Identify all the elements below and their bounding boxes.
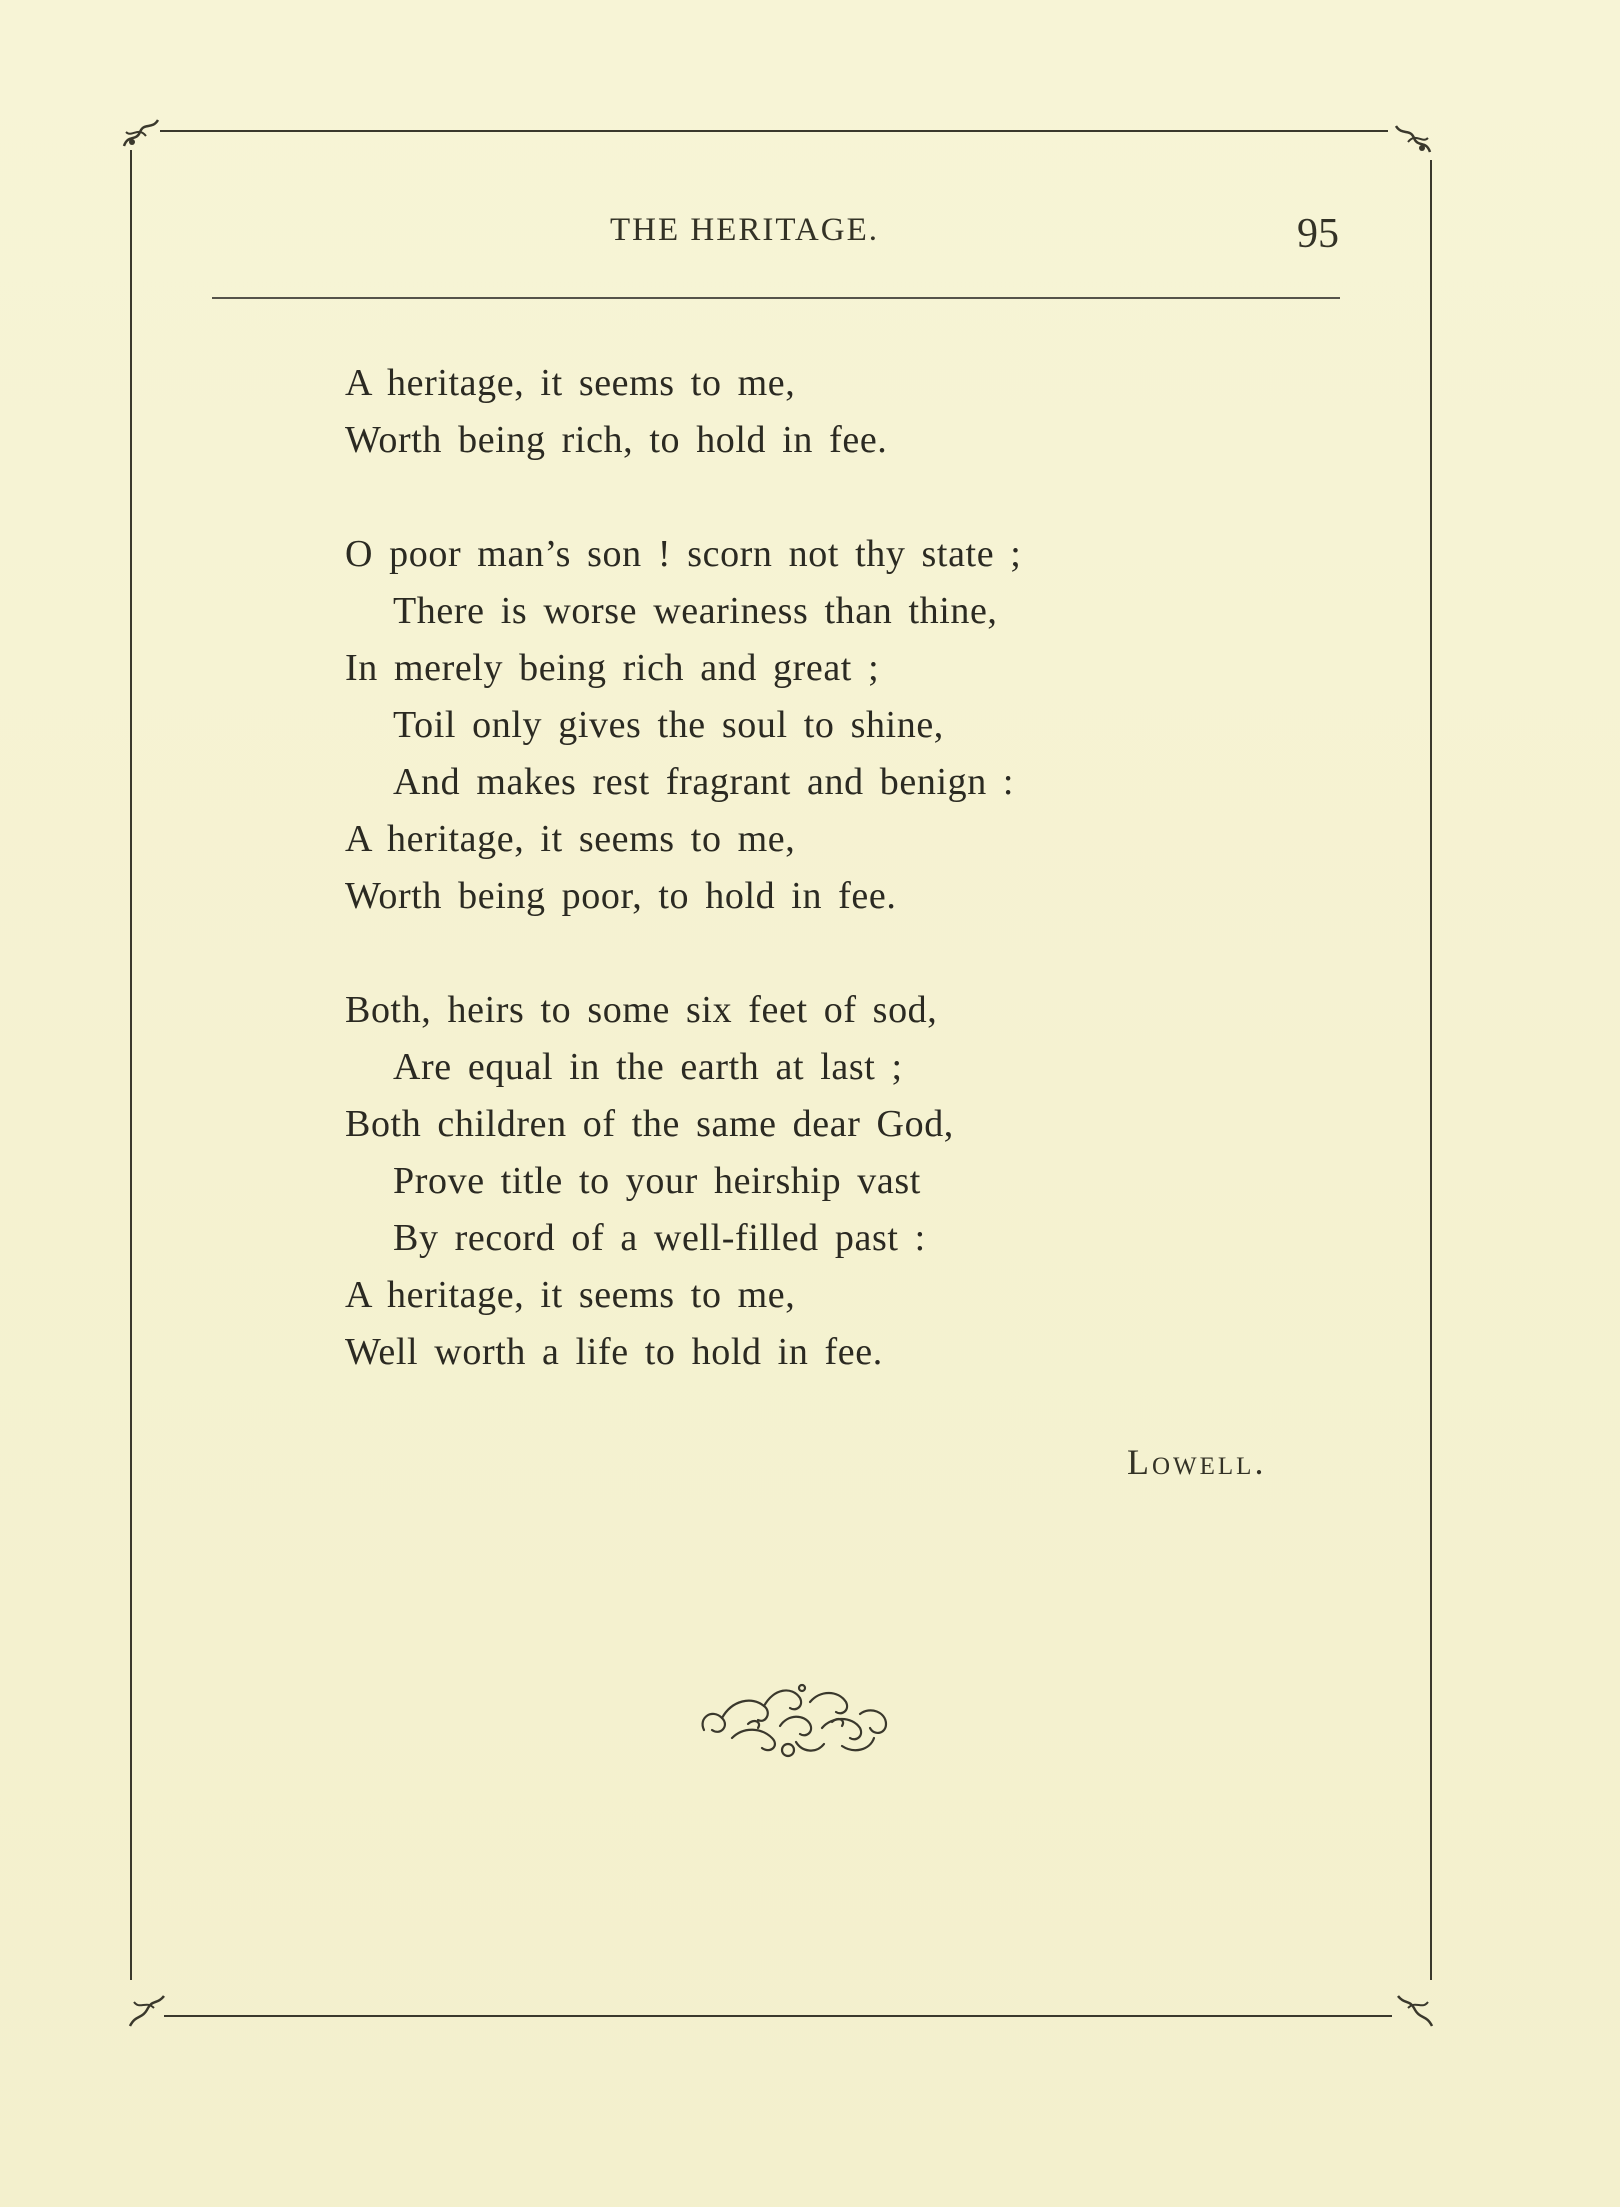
author-signature: Lowell.: [1127, 1442, 1267, 1482]
frame-left-rule: [130, 150, 132, 1980]
poem-line: Both children of the same dear God,: [345, 1103, 954, 1145]
poem-line: Both, heirs to some six feet of sod,: [345, 989, 938, 1031]
corner-flourish-icon: [124, 1990, 170, 2030]
poem-line: In merely being rich and great ;: [345, 647, 880, 689]
poem-line: By record of a well-filled past :: [393, 1217, 926, 1259]
poem-line: A heritage, it seems to me,: [345, 818, 796, 860]
poem-line: A heritage, it seems to me,: [345, 1274, 796, 1316]
poem-line: Are equal in the earth at last ;: [393, 1046, 903, 1088]
poem-line: And makes rest fragrant and benign :: [393, 761, 1015, 803]
running-header-title: THE HERITAGE.: [610, 212, 879, 248]
poem-line: Prove title to your heirship vast: [393, 1160, 921, 1202]
stanza-break: [345, 469, 1345, 526]
stanza: [345, 355, 1345, 469]
corner-flourish-icon: [118, 112, 164, 152]
stanza: [345, 526, 1345, 925]
scroll-ornament-icon: [692, 1678, 898, 1760]
stanza: [345, 982, 1345, 1381]
frame-right-rule: [1430, 160, 1432, 1980]
poem-line: A heritage, it seems to me,: [345, 362, 796, 404]
poem-line: Worth being poor, to hold in fee.: [345, 875, 897, 917]
page-number: 95: [1297, 211, 1339, 257]
poem-line: Well worth a life to hold in fee.: [345, 1331, 883, 1373]
stanza-break: [345, 925, 1345, 982]
poem-line: There is worse weariness than thine,: [393, 590, 998, 632]
poem-line: Toil only gives the soul to shine,: [393, 704, 944, 746]
poem-line: O poor man’s son ! scorn not thy state ;: [345, 533, 1022, 575]
frame-bottom-rule: [164, 2015, 1392, 2017]
corner-flourish-icon: [1392, 1990, 1438, 2030]
corner-flourish-icon: [1390, 118, 1436, 158]
poem-line: Worth being rich, to hold in fee.: [345, 419, 888, 461]
frame-top-rule: [160, 130, 1388, 132]
header-rule: [212, 297, 1340, 299]
poem-body: [345, 355, 1345, 1381]
